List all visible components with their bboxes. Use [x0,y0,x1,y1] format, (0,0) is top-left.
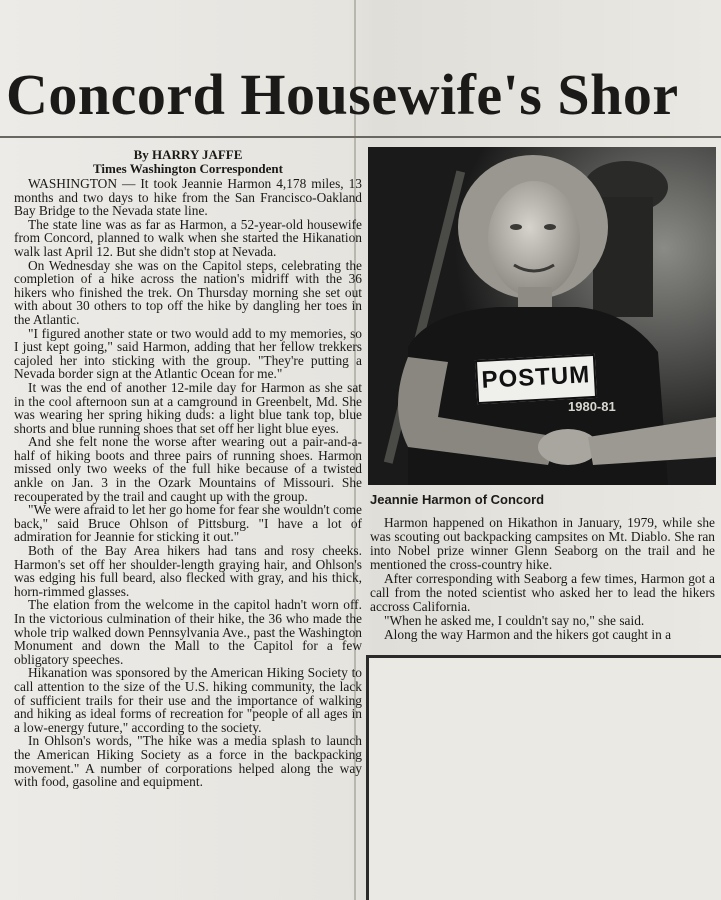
byline-author: By HARRY JAFFE [133,148,243,162]
article-paragraph: It was the end of another 12-mile day for Harmon as she sat in the cool afternoon sun at a camground in Greenbelt, Md. She was wearing her spring hiking duds: a light blue tank top, blue shorts and blue running shoes that set off her light blue eyes. [14,379,362,436]
article-paragraph: In Ohlson's words, "The hike was a media splash to launch the American Hiking Society as a force in the backpacking movement." A number of corporations helped along the way with food, gasoline and equipment. [14,733,362,790]
headline-rule [0,136,721,138]
article-paragraph: Both of the Bay Area hikers had tans and rosy cheeks. Harmon's set off her shoulder-length graying hair, and Ohlson's was edging his full beard, also flecked with gray, and his thick, horn-rimmed glasses. [14,543,362,599]
article-paragraph: Harmon happened on Hikathon in January, 1979, while she was scouting out backpacking campsites on Mt. Diablo. She ran into Nobel prize winner Glenn Seaborg on the trail and he mentioned the cross-country hike. [370,516,715,572]
shirt-year-text: 1980-81 [568,399,616,414]
photo-caption: Jeannie Harmon of Concord [370,492,545,507]
article-paragraph: And she felt none the worse after wearing out a pair-and-a-half of hiking boots and three pairs of running shoes. Harmon missed only two weeks of the full hike because of a twisted ankle on Jan. 3 in the Ozark Mountains of Missouri. She recouperated by the trail and caught up with the group. [14,434,362,504]
headline: Concord Housewife's Shor [6,62,679,127]
byline-affiliation: Times Washington Correspondent [93,161,283,176]
article-paragraph: Hikanation was sponsored by the American Hiking Society to call attention to the size of the U.S. hiking community, the lack of sufficient trails for their use and the importance of walking and hiking as ideal forms of recreation for "people of all ages in a low-energy future," according to the society. [14,665,362,735]
article-paragraph: "When he asked me, I couldn't say no," she said. [384,613,645,628]
article-paragraph: "We were afraid to let her go home for fear she wouldn't come back," said Bruce Ohlson of Pittsburg. "I have a lot of admiration for Jeannie for sticking it out." [14,502,362,545]
article-paragraph: After corresponding with Seaborg a few times, Harmon got a call from the noted scientist who asked her to lead the hikers accross California. [370,571,715,614]
shirt-logo [475,354,597,404]
article-paragraph: The state line was as far as Harmon, a 52-year-old housewife from Concord, planned to walk when she started the Hikanation walk last April 12. But she didn't stop at Nevada. [14,216,362,259]
article-paragraph: Along the way Harmon and the hikers got caught in a [384,627,672,642]
shirt-logo-text: POSTUM [480,361,591,394]
article-right-column [370,516,715,651]
news-photo [368,147,716,485]
article-paragraph: WASHINGTON — It took Jeannie Harmon 4,178 miles, 13 months and two days to hike from the San Francisco-Oakland Bay Bridge to the Nevada state line. [14,176,362,219]
article-left-column [14,148,362,893]
article-paragraph: The elation from the welcome in the capitol hadn't worn off. In the victorious culmination of their hike, the 36 who made the whole trip walked down Pennsylvania Ave., past the Washington Monument and down the Mall to the Capitol for a few obligatory speeches. [14,597,362,667]
photo-illustration [368,147,716,485]
article-paragraph: On Wednesday she was on the Capitol steps, celebrating the completion of a hike across the nation's midriff with the 36 hikers who finished the trek. On Thursday morning she set out with about 30 others to top off the hike by dangling her toes in the Atlantic. [14,257,362,327]
article-paragraph: "I figured another state or two would add to my memories, so I just kept going," said Harmon, adding that her fellow trekkers cajoled her into sticking with the group. "They're putting a Nevada border sign at the Atlantic Ocean for me." [14,325,362,382]
blank-paper-area [366,655,721,900]
